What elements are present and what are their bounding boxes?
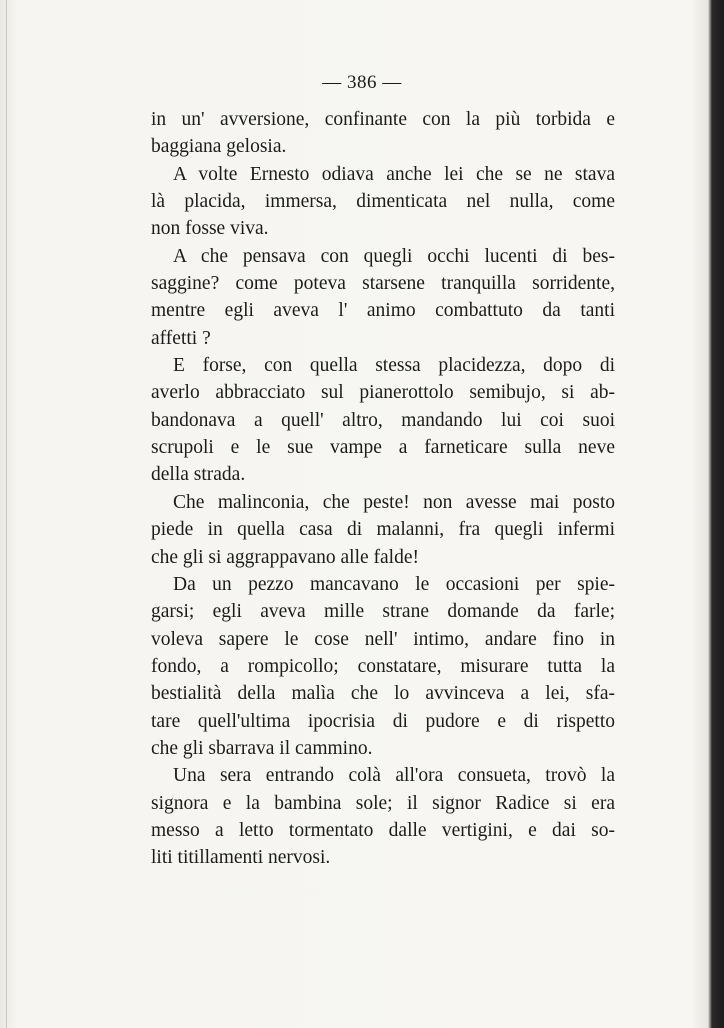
text-line: tare quell'ultima ipocrisia di pudore e di rispetto [151,710,615,732]
text-line: voleva sapere le cose nell' intimo, andare fino in [151,628,615,650]
text-line: scrupoli e le sue vampe a farneticare sulla neve [151,437,615,459]
text-line: in un' avversione, confinante con la più torbida e [151,109,615,130]
text-line: liti titillamenti nervosi. [151,847,331,869]
text-line: A che pensava con quegli occhi lucenti di bes- [173,245,615,267]
text-line: non fosse viva. [151,218,269,240]
text-line: A volte Ernesto odiava anche lei che se ne stava [173,163,615,185]
text-line: affetti ? [151,327,211,349]
text-line: fondo, a rompicollo; constatare, misurare tutta la [151,655,615,677]
body-text [151,106,615,872]
text-line: mentre egli aveva l' animo combattuto da tanti [151,300,615,322]
text-line: Una sera entrando colà all'ora consueta, trovò la [173,765,615,787]
text-line: che gli sbarrava il cammino. [151,737,373,759]
text-line: baggiana gelosia. [151,136,287,158]
text-line: E forse, con quella stessa placidezza, dopo di [173,355,615,377]
text-line: saggine? come poteva starsene tranquilla sorridente, [151,273,615,295]
page-edge-shadow [6,0,7,1028]
text-line: Che malinconia, che peste! non avesse mai posto [173,491,615,513]
text-line: Da un pezzo mancavano le occasioni per spie- [173,573,615,595]
text-line: bandonava a quell' altro, mandando lui coi suoi [151,409,615,431]
text-line: della strada. [151,464,246,486]
text-line: che gli si aggrappavano alle falde! [151,546,420,568]
text-line: garsi; egli aveva mille strane domande da farle; [151,601,615,623]
page-number: — 386 — [322,72,402,93]
text-line: messo a letto tormentato dalle vertigini, e dai so- [151,819,615,841]
text-line: signora e la bambina sole; il signor Radice si era [151,792,615,814]
text-line: bestialità della malìa che lo avvinceva a lei, sfa- [151,683,615,705]
text-line: là placida, immersa, dimenticata nel nulla, come [151,191,615,213]
text-line: averlo abbracciato sul pianerottolo semibujo, si ab- [151,382,615,404]
text-line: piede in quella casa di malanni, fra quegli infermi [151,519,615,541]
